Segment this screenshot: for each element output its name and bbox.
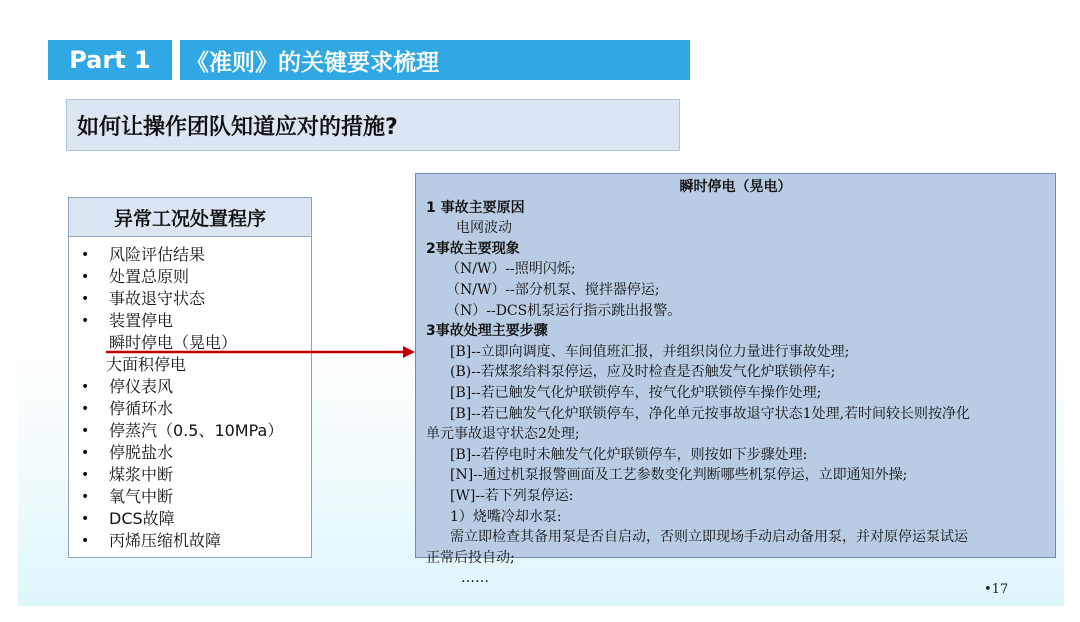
- section-heading: 2事故主要现象: [426, 240, 520, 257]
- detail-line: [B]--立即向调度、车间值班汇报，并组织岗位力量进行事故处理;: [450, 343, 850, 360]
- list-item-label: 停脱盐水: [109, 443, 174, 462]
- list-item-label: 停仪表风: [109, 377, 174, 396]
- bullet-icon: •: [81, 511, 90, 527]
- list-item-label: 风险评估结果: [109, 245, 206, 264]
- page-number: •17: [984, 582, 1009, 597]
- detail-line: 电网波动: [456, 220, 512, 237]
- bullet-icon: •: [81, 489, 90, 505]
- list-item-label: DCS故障: [109, 509, 175, 528]
- list-item-label: 停循环水: [109, 399, 174, 418]
- bullet-icon: •: [81, 379, 90, 395]
- bullet-icon: •: [81, 313, 90, 329]
- detail-line: [W]--若下列泵停运:: [450, 487, 574, 504]
- list-item-label: 煤浆中断: [109, 465, 174, 484]
- detail-line: 需立即检查其备用泵是否自启动，否则立即现场手动启动备用泵，并对原停运泵试运: [450, 529, 968, 546]
- detail-line: 正常后投自动;: [426, 549, 515, 566]
- detail-line: 1）烧嘴冷却水泵:: [450, 508, 562, 525]
- list-item-label: 大面积停电: [106, 355, 187, 374]
- detail-line: [B]--若已触发气化炉联锁停车，净化单元按事故退守状态1处理,若时间较长则按净化: [450, 405, 971, 422]
- question-banner: 如何让操作团队知道应对的措施?: [66, 99, 680, 151]
- bullet-icon: •: [81, 269, 90, 285]
- detail-line: ……: [461, 570, 489, 587]
- list-item-label: 处置总原则: [109, 267, 190, 286]
- section-heading: 3事故处理主要步骤: [426, 323, 548, 340]
- detail-line: [N]--通过机泵报警画面及工艺参数变化判断哪些机泵停运，立即通知外操;: [450, 467, 908, 484]
- detail-line: （N）--DCS机泵运行指示跳出报警。: [446, 302, 682, 319]
- bullet-icon: •: [81, 533, 90, 549]
- bullet-icon: •: [81, 467, 90, 483]
- section-heading: 1 事故主要原因: [426, 199, 525, 216]
- bullet-icon: •: [81, 401, 90, 417]
- detail-line: (B)--若煤浆给料泵停运，应及时检查是否触发气化炉联锁停车;: [450, 364, 836, 381]
- bullet-icon: •: [81, 423, 90, 439]
- detail-line: （N/W）--部分机泵、搅拌器停运;: [446, 281, 660, 298]
- detail-title: 瞬时停电（晃电）: [679, 179, 792, 195]
- procedure-header: 异常工况处置程序: [68, 197, 312, 237]
- bullet-icon: •: [81, 291, 90, 307]
- detail-line: （N/W）--照明闪烁;: [446, 261, 576, 278]
- detail-line: 单元事故退守状态2处理;: [426, 426, 580, 443]
- section-title: 《准则》的关键要求梳理: [180, 40, 690, 80]
- bullet-icon: •: [81, 445, 90, 461]
- part-label: Part 1: [48, 40, 172, 80]
- list-item-label: 事故退守状态: [109, 289, 206, 308]
- bullet-icon: •: [81, 247, 90, 263]
- list-item-label: 瞬时停电（晃电）: [109, 333, 238, 352]
- detail-line: [B]--若已触发气化炉联锁停车，按气化炉联锁停车操作处理;: [450, 384, 822, 401]
- list-item-label: 停蒸汽（0.5、10MPa）: [109, 421, 284, 440]
- list-item-label: 丙烯压缩机故障: [109, 531, 222, 550]
- detail-line: [B]--若停电时未触发气化炉联锁停车，则按如下步骤处理:: [450, 446, 808, 463]
- list-item-label: 氧气中断: [109, 487, 174, 506]
- arrow-head-icon: [403, 346, 415, 358]
- list-item-label: 装置停电: [109, 311, 174, 330]
